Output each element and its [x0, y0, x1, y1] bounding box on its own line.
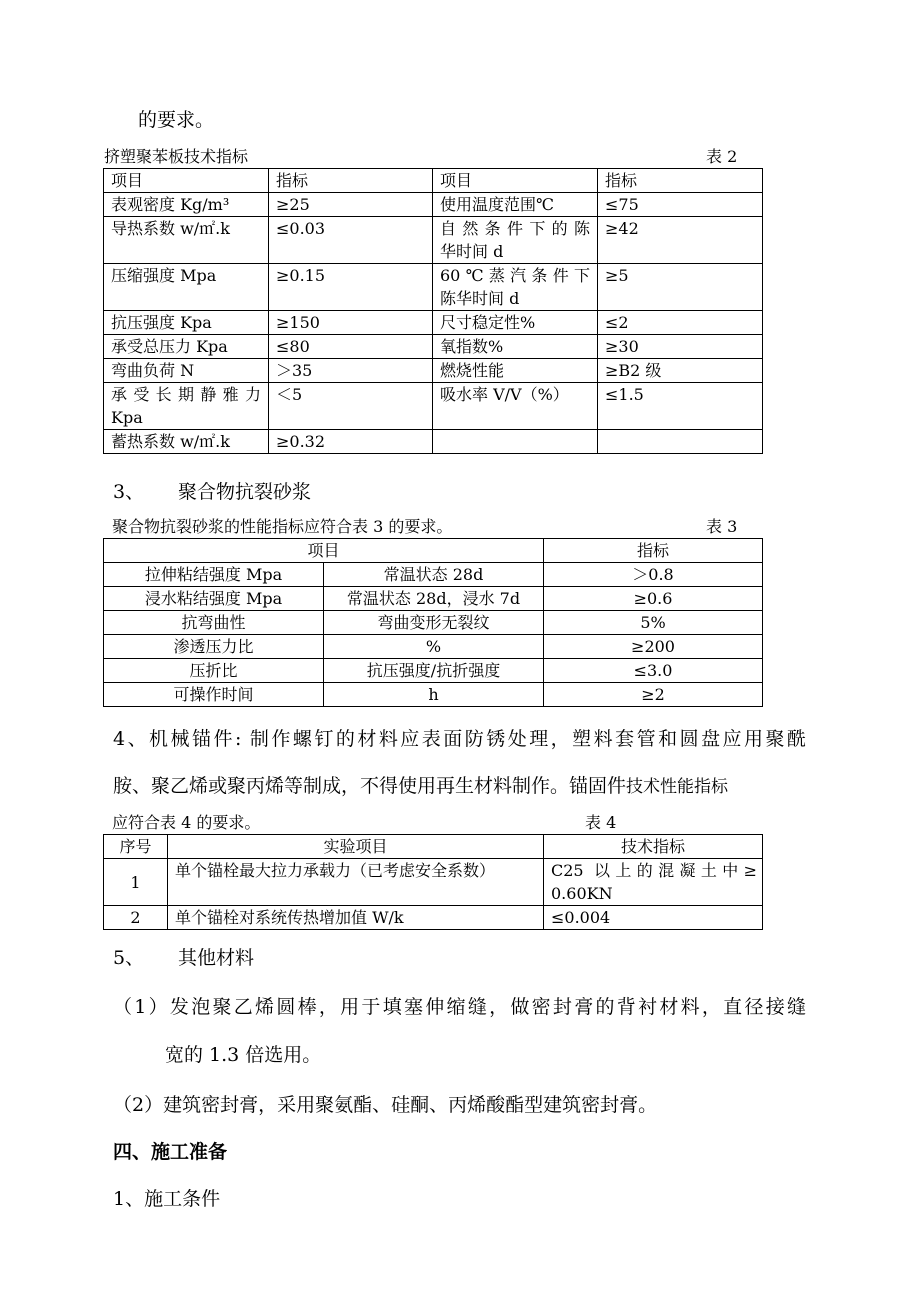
section4-line2-text: 胺、聚乙烯或聚丙烯等制成，不得使用再生材料制作。锚固件	[113, 775, 627, 797]
table-cell: 常温状态 28d	[324, 563, 544, 587]
table-row	[104, 311, 763, 335]
table-cell: 弯曲变形无裂纹	[324, 611, 544, 635]
section3-heading: 聚合物抗裂砂浆	[178, 481, 312, 503]
table-row	[104, 169, 763, 193]
subsection-1-title: 1、施工条件	[113, 1188, 221, 1210]
table-cell	[433, 217, 598, 264]
section4-line2	[113, 774, 728, 799]
table-cell-line: 0.60KN	[551, 884, 613, 903]
table-cell: 可操作时间	[104, 683, 324, 707]
table-cell-line: Kpa	[111, 408, 143, 427]
table-cell: 弯曲负荷 N	[104, 359, 269, 383]
table-cell: 单个锚栓对系统传热增加值 W/k	[168, 906, 544, 930]
section5-heading: 其他材料	[178, 947, 255, 969]
table4-caption: 应符合表 4 的要求。	[112, 813, 261, 832]
table3	[103, 538, 763, 707]
table-row	[104, 683, 763, 707]
table-row	[104, 217, 763, 264]
table-cell: ≤0.03	[269, 217, 433, 264]
table-cell: 导热系数 w/㎡.k	[104, 217, 269, 264]
table-cell: 尺寸稳定性%	[433, 311, 598, 335]
table-row	[104, 659, 763, 683]
section5-item1-line1: （1）发泡聚乙烯圆棒，用于填塞伸缩缝，做密封膏的背衬材料，直径接缝	[113, 996, 806, 1018]
table-cell: ≥200	[544, 635, 763, 659]
header-cell: 项目	[104, 539, 544, 563]
section3-heading-number: 3、	[113, 481, 145, 503]
table-row	[104, 635, 763, 659]
table-cell: 吸水率 V/V（%）	[433, 383, 598, 430]
header-cell: 指标	[544, 539, 763, 563]
table-cell	[544, 859, 763, 906]
table-row	[104, 335, 763, 359]
table4-number: 表 4	[585, 813, 617, 832]
header-cell: 指标	[269, 169, 433, 193]
table-cell: ≥2	[544, 683, 763, 707]
table4	[103, 834, 763, 930]
table-cell: h	[324, 683, 544, 707]
table-cell-line: 华时间 d	[440, 242, 504, 261]
table-cell: ≥30	[598, 335, 763, 359]
table-cell: ≥0.15	[269, 264, 433, 311]
table-cell-line: 陈华时间 d	[440, 289, 520, 308]
table-cell: ≥150	[269, 311, 433, 335]
section4-line1: 4、机械锚件: 制作螺钉的材料应表面防锈处理，塑料套管和圆盘应用聚酰	[113, 728, 806, 750]
section-four-title: 四、施工准备	[113, 1141, 228, 1163]
header-cell: 实验项目	[168, 835, 544, 859]
table-cell	[433, 430, 598, 454]
table-cell: 使用温度范围℃	[433, 193, 598, 217]
table-cell: 1	[104, 859, 168, 906]
table-row	[104, 859, 763, 906]
header-cell: 项目	[104, 169, 269, 193]
header-cell: 技术指标	[544, 835, 763, 859]
table-cell: ≥42	[598, 217, 763, 264]
table-cell-line: 承受长期静雅力	[111, 385, 261, 404]
table-cell: ≤2	[598, 311, 763, 335]
table-cell: 承受总压力 Kpa	[104, 335, 269, 359]
table-cell: ≤0.004	[544, 906, 763, 930]
table-cell-line: 60℃蒸汽条件下	[440, 266, 590, 285]
table-cell: 蓄热系数 w/㎡.k	[104, 430, 269, 454]
table-cell: 常温状态 28d，浸水 7d	[324, 587, 544, 611]
table-cell: 燃烧性能	[433, 359, 598, 383]
table-cell: 抗压强度/抗折强度	[324, 659, 544, 683]
table-cell: 抗弯曲性	[104, 611, 324, 635]
table-cell: 渗透压力比	[104, 635, 324, 659]
table-cell: 抗压强度 Kpa	[104, 311, 269, 335]
table-row	[104, 906, 763, 930]
table-row	[104, 383, 763, 430]
table-row	[104, 611, 763, 635]
table-cell: 压折比	[104, 659, 324, 683]
section5-item2: （2）建筑密封膏，采用聚氨酯、硅酮、丙烯酸酯型建筑密封膏。	[113, 1094, 658, 1116]
table-row	[104, 835, 763, 859]
table-cell: 2	[104, 906, 168, 930]
table-row	[104, 264, 763, 311]
table-row	[104, 539, 763, 563]
section5-heading-number: 5、	[113, 947, 145, 969]
header-cell: 项目	[433, 169, 598, 193]
table-cell: ＜5	[269, 383, 433, 430]
table-cell: 拉伸粘结强度 Mpa	[104, 563, 324, 587]
table-cell: 浸水粘结强度 Mpa	[104, 587, 324, 611]
table-cell: ≥0.6	[544, 587, 763, 611]
table2-number: 表 2	[706, 147, 738, 166]
table-cell: ≤3.0	[544, 659, 763, 683]
table3-caption: 聚合物抗裂砂浆的性能指标应符合表 3 的要求。	[112, 517, 453, 536]
table-cell: ≤75	[598, 193, 763, 217]
section4-line2-small: 技术性能指标	[626, 777, 729, 797]
table-cell: 5%	[544, 611, 763, 635]
table3-number: 表 3	[706, 517, 738, 536]
intro-tail: 的要求。	[138, 109, 215, 131]
table-cell-line: 自然条件下的陈	[440, 219, 590, 238]
table-cell: 氧指数%	[433, 335, 598, 359]
table-cell-line: C25 以上的混凝土中≥	[551, 861, 757, 880]
table-cell: %	[324, 635, 544, 659]
table-cell: 单个锚栓最大拉力承载力（已考虑安全系数）	[168, 859, 544, 906]
table-cell: ≤1.5	[598, 383, 763, 430]
table-cell: ≥5	[598, 264, 763, 311]
table-row	[104, 193, 763, 217]
table2	[103, 168, 763, 454]
table-cell: ≤80	[269, 335, 433, 359]
table-row	[104, 359, 763, 383]
table-row	[104, 563, 763, 587]
table-cell: ≥B2 级	[598, 359, 763, 383]
table-row	[104, 430, 763, 454]
section5-item1-line2: 宽的 1.3 倍选用。	[165, 1044, 322, 1066]
table-row	[104, 587, 763, 611]
table-cell	[104, 383, 269, 430]
table-cell: 压缩强度 Mpa	[104, 264, 269, 311]
header-cell: 指标	[598, 169, 763, 193]
table2-caption: 挤塑聚苯板技术指标	[104, 147, 249, 166]
table-cell	[433, 264, 598, 311]
table-cell	[598, 430, 763, 454]
table-cell: ＞35	[269, 359, 433, 383]
header-cell: 序号	[104, 835, 168, 859]
table-cell: 表观密度 Kg/m³	[104, 193, 269, 217]
table-cell: ＞0.8	[544, 563, 763, 587]
table-cell: ≥25	[269, 193, 433, 217]
table-cell: ≥0.32	[269, 430, 433, 454]
